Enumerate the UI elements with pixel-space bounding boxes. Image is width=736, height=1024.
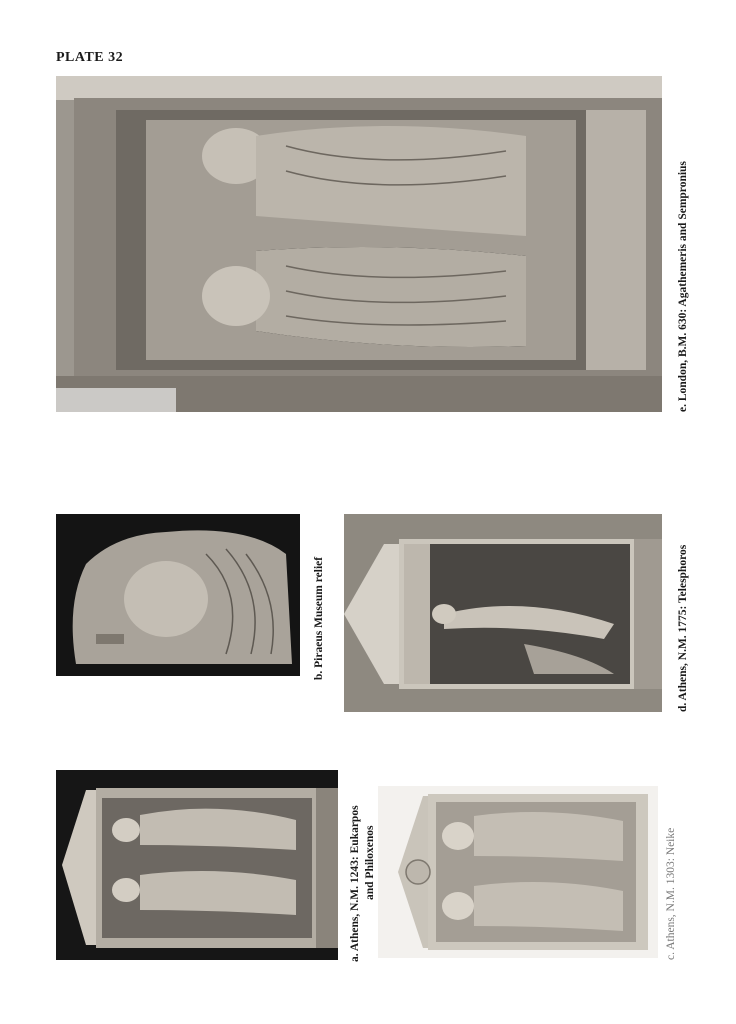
caption-c: c. Athens, N.M. 1303: Neike xyxy=(665,827,677,960)
photo-b-piraeus-relief xyxy=(56,514,300,676)
caption-b: b. Piraeus Museum relief xyxy=(313,556,325,680)
caption-a-line2: and Philoxenos xyxy=(364,825,376,900)
plate-title: PLATE 32 xyxy=(56,50,124,65)
photo-d-telesphoros-stele xyxy=(344,514,662,712)
photo-c-neike-stele xyxy=(378,786,658,958)
photo-a-eukarpos-stele xyxy=(56,770,338,960)
caption-a-line1: a. Athens, N.M. 1243: Eukarpos xyxy=(349,805,361,962)
caption-e: e. London, B.M. 630: Agathemeris and Sempronius xyxy=(677,161,689,412)
photo-e-agathemeris-relief xyxy=(56,76,662,412)
caption-d: d. Athens, N.M. 1775: Telesphoros xyxy=(677,544,689,712)
